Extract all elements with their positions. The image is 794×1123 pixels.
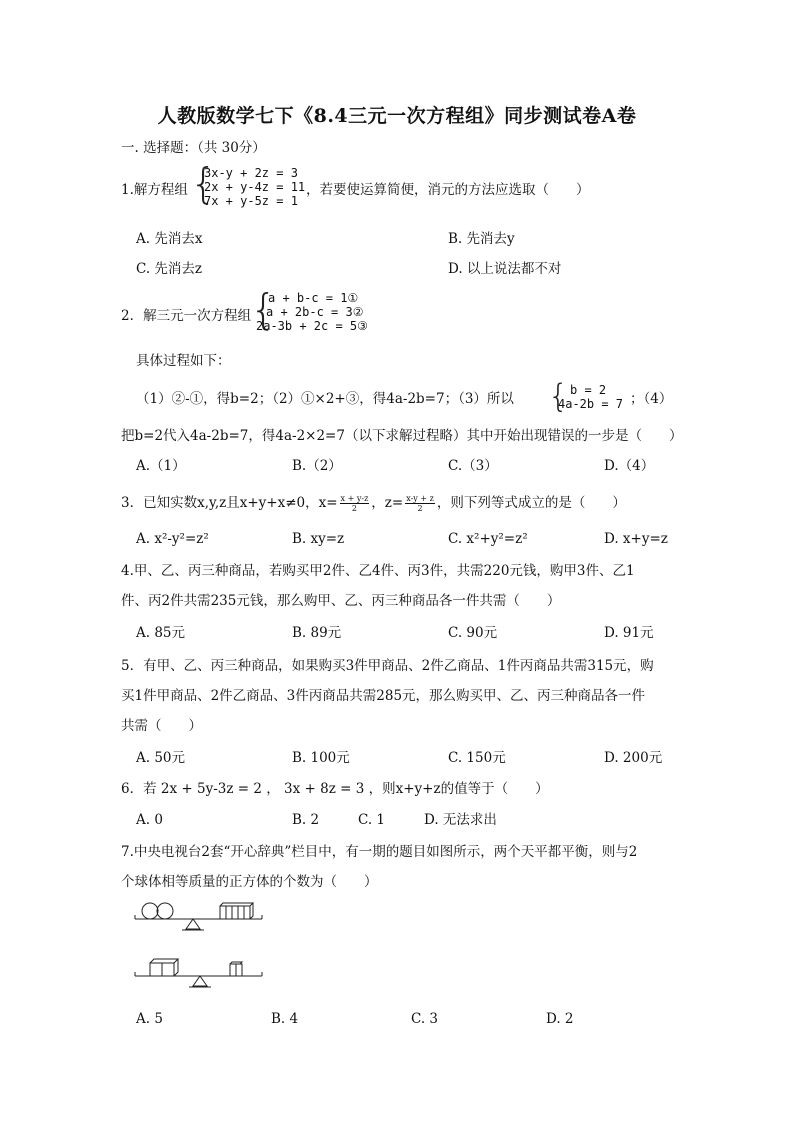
q7-line-2: 个球体相等质量的正方体的个数为（ ）	[121, 874, 378, 890]
q1-option-d[interactable]: D. 以上说法都不对	[448, 261, 562, 277]
q5-option-d[interactable]: D. 200元	[604, 750, 663, 766]
q7-option-b[interactable]: B. 4	[271, 1011, 299, 1027]
q5-line-2: 买1件甲商品、2件乙商品、3件丙商品共需285元，那么购买甲、乙、丙三种商品各一件	[121, 688, 646, 704]
q2-step4: ；（4）	[630, 391, 673, 407]
q6-option-c[interactable]: C. 1	[358, 812, 386, 828]
q7-option-d[interactable]: D. 2	[546, 1011, 574, 1027]
q5-option-a[interactable]: A. 50元	[136, 750, 186, 766]
q3-fraction-z	[405, 494, 435, 513]
q7-option-a[interactable]: A. 5	[136, 1011, 163, 1027]
q6-option-a[interactable]: A. 0	[136, 812, 163, 828]
q5-line-3: 共需（ ）	[121, 718, 202, 734]
q2-prefix: 2．解三元一次方程组	[121, 308, 252, 324]
q2-sys-1: b = 2	[570, 383, 607, 397]
q3-option-b[interactable]: B. xy=z	[292, 531, 345, 547]
q2-option-a[interactable]: A.（1）	[136, 458, 186, 474]
q3-frac1-num: x + y-z	[340, 494, 369, 503]
q1-brace: {	[190, 159, 217, 208]
q1-option-a[interactable]: A. 先消去x	[136, 231, 203, 247]
q2-sys-brace: {	[548, 377, 569, 415]
q1-option-b[interactable]: B. 先消去y	[448, 231, 515, 247]
q3-stem	[121, 494, 626, 513]
q1-eq-2: 2x + y-4z = 11	[204, 180, 306, 194]
q3-fraction-x	[340, 494, 370, 513]
q3-mid: ，z=	[371, 495, 404, 511]
q3-frac2-den: 2	[417, 504, 423, 513]
q4-line-2: 件、丙2件共需235元钱，那么购甲、乙、丙三种商品各一件共需（ ）	[121, 593, 561, 609]
q5-option-c[interactable]: C. 150元	[448, 750, 506, 766]
q1-eq-1: 3x-y + 2z = 3	[204, 166, 298, 180]
q1-option-c[interactable]: C. 先消去z	[136, 261, 203, 277]
q3-suffix: ，则下列等式成立的是（ ）	[436, 495, 626, 511]
q6-stem: 6．若 2x + 5y-3z = 2 ， 3x + 8z = 3 ，则x+y+z的值等于（ ）	[121, 781, 549, 797]
q6-option-d[interactable]: D. 无法求出	[424, 812, 497, 828]
q2-continuation: 把b=2代入4a-2b=7，得4a-2×2=7（以下求解过程略）其中开始出现错误的一步是（ ）	[121, 428, 683, 444]
q2-eq-2: a + 2b-c = 3②	[266, 305, 364, 319]
q3-option-c[interactable]: C. x²+y²=z²	[448, 531, 528, 547]
balance-scales-figure	[130, 895, 270, 995]
q3-option-a[interactable]: A. x²-y²=z²	[136, 531, 209, 547]
q1-eq-3: 7x + y-5z = 1	[204, 194, 298, 208]
q4-option-b[interactable]: B. 89元	[292, 625, 342, 641]
q1-suffix: ，若要使运算简便，消元的方法应选取（ ）	[306, 182, 590, 198]
q2-process-label: 具体过程如下：	[136, 353, 231, 369]
q7-option-c[interactable]: C. 3	[411, 1011, 439, 1027]
section-heading: 一. 选择题：（共 30分）	[121, 140, 266, 156]
q2-brace: {	[250, 285, 277, 334]
balance-scale-top	[135, 903, 262, 930]
page-title: 人教版数学七下《8.4三元一次方程组》同步测试卷A卷	[157, 105, 637, 127]
balance-scale-bottom	[135, 959, 262, 987]
q3-prefix: 3．已知实数x,y,z且x+y+x≠0，x=	[121, 495, 338, 511]
q2-eq-3: 2a-3b + 2c = 5③	[256, 319, 368, 333]
q4-option-c[interactable]: C. 90元	[448, 625, 498, 641]
q2-sys-2: 4a-2b = 7	[558, 397, 624, 411]
q3-frac1-den: 2	[351, 504, 357, 513]
q3-frac2-num: x-y + z	[406, 494, 434, 503]
q4-option-d[interactable]: D. 91元	[604, 625, 654, 641]
q4-line-1: 4.甲、乙、丙三种商品，若购买甲2件、乙4件、丙3件，共需220元钱，购甲3件、乙1	[121, 563, 635, 579]
q7-line-1: 7.中央电视台2套“开心辞典”栏目中，有一期的题目如图所示，两个天平都平衡，则与2	[121, 844, 638, 860]
q5-line-1: 5．有甲、乙、丙三种商品，如果购买3件甲商品、2件乙商品、1件丙商品共需315元，购	[121, 658, 654, 674]
q6-option-b[interactable]: B. 2	[292, 812, 320, 828]
q2-steps: （1）②-①，得b=2；（2）①×2+③，得4a-2b=7；（3）所以	[136, 391, 514, 407]
q2-eq-1: a + b-c = 1①	[268, 291, 359, 305]
q1-prefix: 1.解方程组	[121, 182, 188, 198]
q5-option-b[interactable]: B. 100元	[292, 750, 350, 766]
q2-option-d[interactable]: D.（4）	[604, 458, 655, 474]
q2-option-b[interactable]: B.（2）	[292, 458, 342, 474]
q2-option-c[interactable]: C.（3）	[448, 458, 498, 474]
q3-option-d[interactable]: D. x+y=z	[604, 531, 668, 547]
q4-option-a[interactable]: A. 85元	[136, 625, 186, 641]
